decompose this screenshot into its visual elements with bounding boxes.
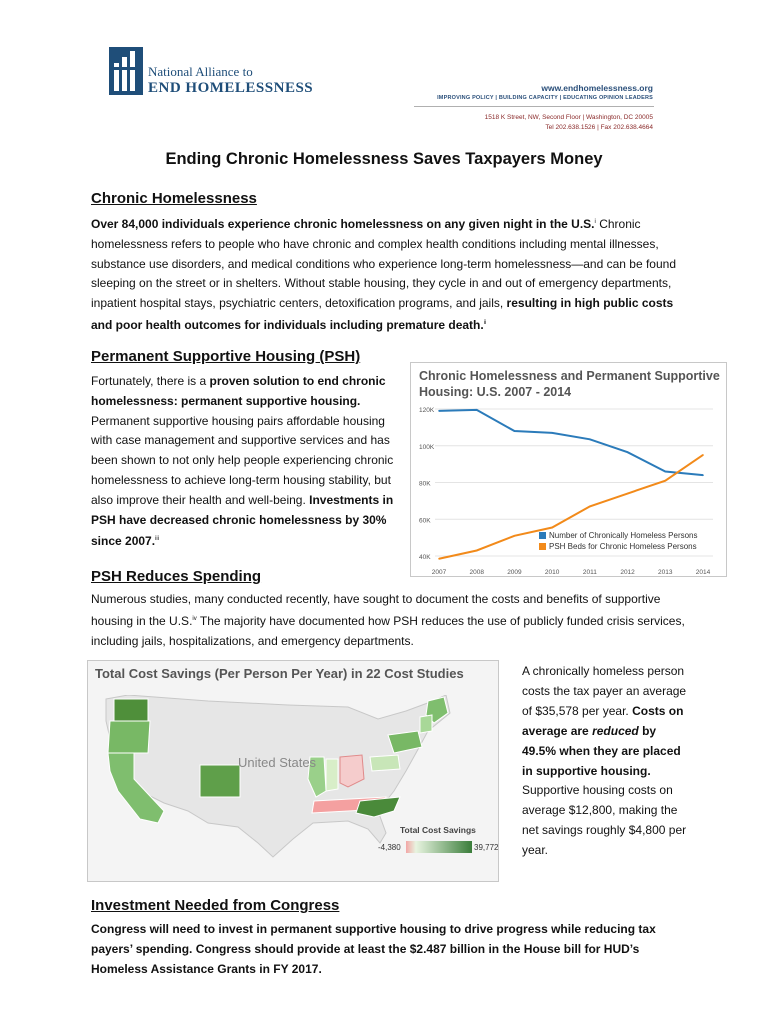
legend-swatch-0 xyxy=(539,532,546,539)
series-point-1 xyxy=(551,527,553,529)
paragraph-spending xyxy=(91,590,691,651)
side-text2-em: reduced xyxy=(592,723,639,738)
series-point-1 xyxy=(627,493,629,495)
x-tick-label: 2008 xyxy=(469,569,484,576)
y-tick-label: 80K xyxy=(419,480,431,488)
state-oregon xyxy=(108,721,150,753)
y-tick-label: 100K xyxy=(419,443,435,451)
series-point-0 xyxy=(627,451,629,453)
line-chart xyxy=(411,363,726,576)
chronic-lead: Over 84,000 individuals experience chronic homelessness on any given night in the U.S. xyxy=(91,217,595,231)
x-tick-label: 2012 xyxy=(620,569,635,576)
state-washington xyxy=(114,699,148,721)
y-tick-label: 40K xyxy=(419,554,431,561)
psh-text2-bold: Investments in PSH have decreased chronic homelessness by 30% since 2007. xyxy=(91,492,394,549)
legend-swatch-1 xyxy=(539,543,546,550)
paragraph-chronic-homelessness xyxy=(91,213,691,336)
heading-psh-reduces-spending: PSH Reduces Spending xyxy=(91,568,262,585)
chronic-tail: resulting in high public costs and poor health outcomes for individuals including premature death. xyxy=(91,296,674,332)
series-point-0 xyxy=(702,474,704,476)
x-tick-label: 2011 xyxy=(582,569,597,576)
spending-text2: The majority have documented how PSH reduces the use of publicly funded crisis services, including jails, hospitalizations, and emergency departments. xyxy=(91,613,685,648)
letterhead xyxy=(0,0,768,140)
website-link[interactable]: www.endhomelessness.org xyxy=(541,83,653,93)
psh-text1-bold: proven solution to end chronic homelessness: permanent supportive housing. xyxy=(91,374,386,408)
paragraph-psh xyxy=(91,372,399,552)
series-line-0 xyxy=(439,410,703,475)
y-tick-label: 60K xyxy=(419,517,431,525)
cost-savings-map-panel xyxy=(87,660,499,882)
series-point-1 xyxy=(702,454,704,456)
state-indiana xyxy=(326,759,338,791)
state-pennsylvania xyxy=(370,755,400,771)
map-legend-gradient xyxy=(406,841,472,853)
x-tick-label: 2014 xyxy=(695,569,711,576)
series-point-0 xyxy=(476,409,478,411)
x-tick-label: 2009 xyxy=(507,569,522,576)
series-point-0 xyxy=(551,432,553,434)
series-point-0 xyxy=(438,410,440,412)
line-chart-panel xyxy=(410,362,727,577)
chronic-body: Chronic homelessness refers to people who have chronic and complex health conditions including mental illnesses, substance use disorders, and medical conditions who experience long-term homelessness—and can be found sleeping on the street or in shelters. Without stable housing, they cycle in and out of emergency departments, inpatient hospital stays, psychiatric centers, detoxification programs, and jails, xyxy=(91,217,677,311)
series-point-1 xyxy=(438,558,440,560)
footnote-i: i xyxy=(594,219,596,225)
map-legend-min: -4,380 xyxy=(378,843,401,852)
series-point-0 xyxy=(589,439,591,441)
map-title: Total Cost Savings (Per Person Per Year) in 22 Cost Studies xyxy=(95,666,464,681)
legend-label-1: PSH Beds for Chronic Homeless Persons xyxy=(549,542,697,551)
org-name-line2: END HOMELESSNESS xyxy=(148,80,314,96)
psh-text1: Fortunately, there is a xyxy=(91,374,210,388)
alliance-logo-icon xyxy=(109,47,143,95)
cost-side-text xyxy=(522,662,692,861)
footnote-iv: iv xyxy=(192,615,197,622)
map-legend-max: 39,772 xyxy=(474,843,498,852)
us-cost-savings-map xyxy=(88,661,498,881)
address: 1518 K Street, NW, Second Floor | Washington, DC 20005 xyxy=(484,114,653,121)
org-name-line1: National Alliance to xyxy=(148,64,253,79)
line-chart-title: Chronic Homelessness and Permanent Supportive Housing: U.S. 2007 - 2014 xyxy=(419,369,720,399)
psh-text2: Permanent supportive housing pairs affordable housing with case management and supportive services and has been shown to not only help people experiencing chronic homelessness to achieve long-term housing stability, but also improve their health and well-being. xyxy=(91,413,394,507)
paragraph-congress: Congress will need to invest in permanent supportive housing to drive progress while reducing tax payers’ spending. Congress should provide at least the $2.487 billion in the House bill for HUD’s Homeless Assistance Grants in FY 2017. xyxy=(91,922,656,976)
series-point-0 xyxy=(664,471,666,473)
state-vermont-nh xyxy=(420,715,432,733)
page-title: Ending Chronic Homelessness Saves Taxpayers Money xyxy=(165,150,603,168)
x-tick-label: 2010 xyxy=(544,569,560,576)
side-text1: A chronically homeless person costs the tax payer an average of $35,578 per year. xyxy=(522,664,687,718)
footnote-ii: ii xyxy=(483,319,487,326)
series-point-1 xyxy=(589,506,591,508)
tagline: IMPROVING POLICY | BUILDING CAPACITY | EDUCATING OPINION LEADERS xyxy=(437,95,653,101)
x-tick-label: 2007 xyxy=(431,569,447,576)
us-outline xyxy=(106,695,450,857)
side-text3-bold: by 49.5% when they are placed in supportive housing. xyxy=(522,723,681,778)
letterhead-divider xyxy=(414,106,654,107)
state-colorado xyxy=(200,765,240,797)
heading-chronic-homelessness: Chronic Homelessness xyxy=(91,190,257,207)
footnote-iii: iii xyxy=(155,536,160,543)
series-point-1 xyxy=(514,535,516,537)
series-point-0 xyxy=(514,430,516,432)
series-point-1 xyxy=(476,550,478,552)
phone-fax: Tel 202.638.1526 | Fax 202.638.4664 xyxy=(545,124,653,131)
side-text2-bold: Costs on average are xyxy=(522,703,684,738)
spending-text1: Numerous studies, many conducted recently, have sought to document the costs and benefits of supportive housing in the U.S. xyxy=(91,592,661,628)
heading-psh: Permanent Supportive Housing (PSH) xyxy=(91,348,361,365)
side-text4: Supportive housing costs on average $12,800, making the net savings roughly $4,800 per year. xyxy=(522,783,687,858)
map-country-label: United States xyxy=(238,755,317,770)
x-tick-label: 2013 xyxy=(658,569,673,576)
heading-investment-needed: Investment Needed from Congress xyxy=(91,897,340,914)
legend-label-0: Number of Chronically Homeless Persons xyxy=(549,531,698,540)
map-legend-title: Total Cost Savings xyxy=(400,825,476,835)
y-tick-label: 120K xyxy=(419,407,435,414)
series-point-1 xyxy=(664,480,666,482)
